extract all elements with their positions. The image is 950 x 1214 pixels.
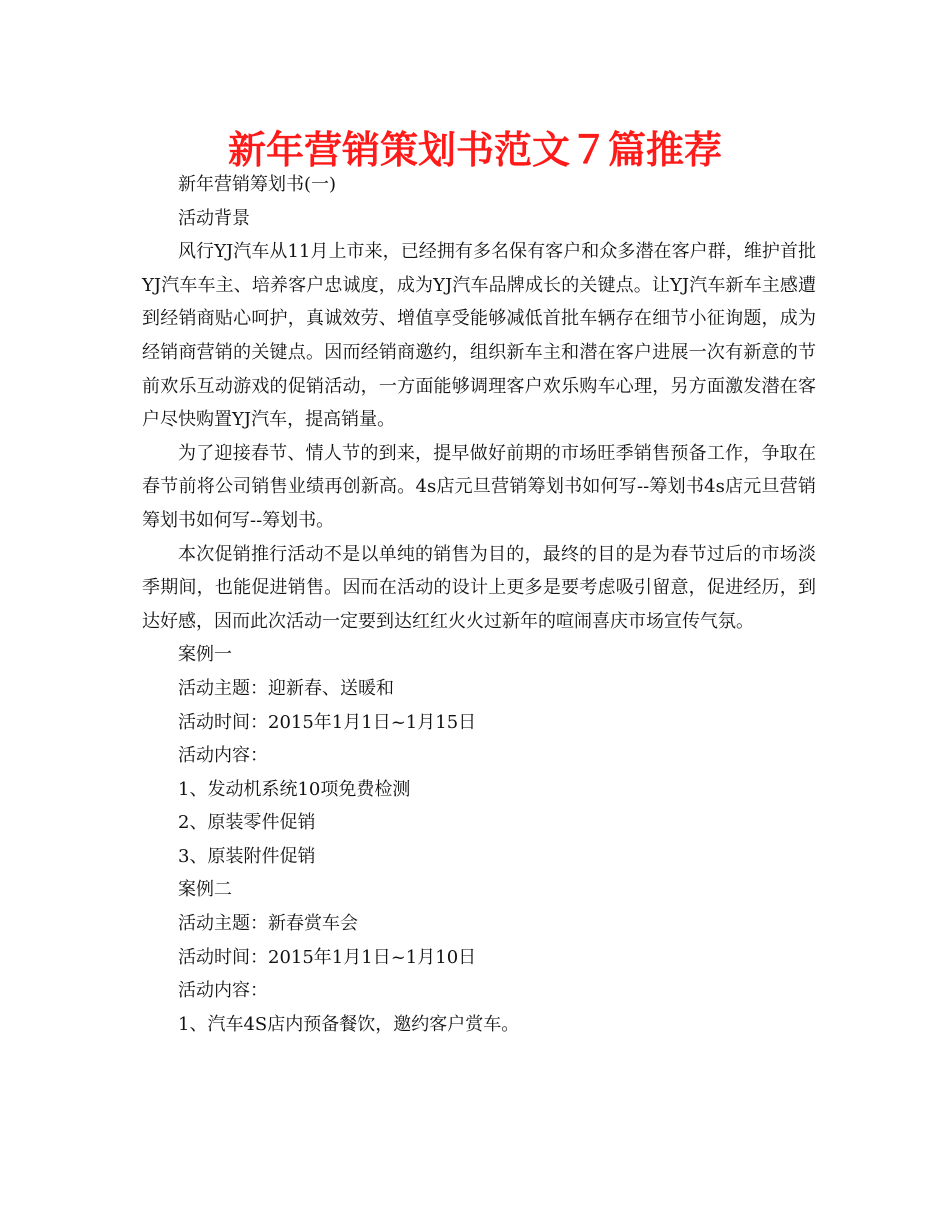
- case-content-label: 活动内容：: [178, 745, 268, 767]
- case-time: 活动时间：2015年1月1日~1月15日: [178, 711, 477, 733]
- subsection-heading: 活动背景: [178, 207, 250, 229]
- list-item: 3、原装附件促销: [178, 845, 316, 867]
- list-item: 1、汽车4S店内预备餐饮，邀约客户赏车。: [178, 1013, 520, 1035]
- case-time: 活动时间：2015年1月1日~1月10日: [178, 946, 477, 968]
- case-theme: 活动主题：迎新春、送暖和: [178, 677, 394, 699]
- list-item: 1、发动机系统10项免费检测: [178, 778, 411, 800]
- list-item: 2、原装零件促销: [178, 812, 316, 834]
- case-heading: 案例一: [178, 644, 232, 666]
- section-heading: 新年营销筹划书(一): [178, 174, 337, 195]
- case-theme: 活动主题：新春赏车会: [178, 913, 358, 935]
- document-title: 新年营销策划书范文７篇推荐: [227, 128, 722, 172]
- document-body: [142, 168, 816, 1041]
- body-paragraph: 本次促销推行活动不是以单纯的销售为目的，最终的目的是为春节过后的市场淡季期间，也能促进销售。因而在活动的设计上更多是要考虑吸引留意，促进经历，到达好感，因而此次活动一定要到达红红火火过新年的喧闹喜庆市场宣传气氛。: [142, 543, 816, 632]
- body-paragraph: 风行YJ汽车从11月上市来，已经拥有多名保有客户和众多潜在客户群，维护首批YJ汽车车主、培养客户忠诚度，成为YJ汽车品牌成长的关键点。让YJ汽车新车主感遭到经销商贴心呵护，真诚效劳、增值享受能够减低首批车辆存在细节小征询题，成为经销商营销的关键点。因而经销商邀约，组织新车主和潜在客户进展一次有新意的节前欢乐互动游戏的促销活动，一方面能够调理客户欢乐购车心理，另方面激发潜在客户尽快购置YJ汽车，提高销量。: [142, 241, 816, 431]
- body-paragraph: 为了迎接春节、情人节的到来，提早做好前期的市场旺季销售预备工作，争取在春节前将公司销售业绩再创新高。4s店元旦营销筹划书如何写--筹划书4s店元旦营销筹划书如何写--筹划书。: [142, 442, 816, 531]
- case-heading: 案例二: [178, 879, 232, 901]
- case-content-label: 活动内容：: [178, 980, 268, 1002]
